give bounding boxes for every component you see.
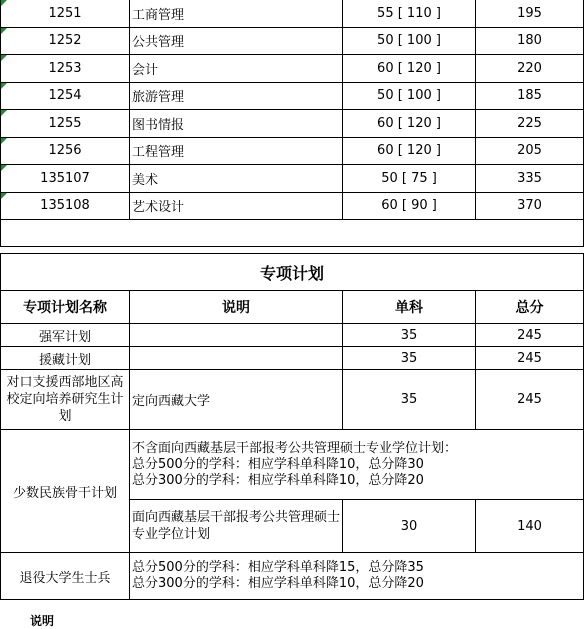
major-code-text: 1254 — [48, 88, 82, 104]
plan-single-score: 30 — [343, 500, 476, 553]
major-code-text: 1255 — [48, 115, 82, 131]
major-total-score: 220 — [476, 55, 584, 83]
plan-name: 援藏计划 — [1, 347, 130, 370]
row-minority-a — [1, 430, 584, 500]
major-single-score: 50 [ 75 ] — [343, 165, 476, 193]
major-total-score: 335 — [476, 165, 584, 193]
header-total-score: 总分 — [476, 291, 584, 324]
plan-single-score: 35 — [343, 370, 476, 430]
major-single-score: 55 [ 110 ] — [343, 0, 476, 27]
major-name: 美术 — [130, 165, 343, 193]
major-total-score: 180 — [476, 27, 584, 55]
header-single-subject: 单科 — [343, 291, 476, 324]
major-name: 会计 — [130, 55, 343, 83]
major-name: 工程管理 — [130, 137, 343, 165]
row-veteran — [1, 553, 584, 600]
major-name: 图书情报 — [130, 110, 343, 138]
major-single-score: 60 [ 120 ] — [343, 110, 476, 138]
header-description: 说明 — [130, 291, 343, 324]
major-code — [1, 137, 130, 165]
major-single-score: 50 [ 100 ] — [343, 82, 476, 110]
major-code — [1, 55, 130, 83]
plan-description: 定向西藏大学 — [130, 370, 343, 430]
major-row — [1, 0, 584, 27]
comment-indicator-icon — [1, 165, 7, 171]
major-name: 工商管理 — [130, 0, 343, 27]
major-row — [1, 165, 584, 193]
plan-single-score: 35 — [343, 324, 476, 347]
plan-name: 退役大学生士兵 — [1, 553, 130, 600]
row-qiangjun — [1, 324, 584, 347]
row-duikou — [1, 370, 584, 430]
comment-indicator-icon — [1, 138, 7, 144]
major-code-text: 135108 — [40, 198, 90, 214]
comment-indicator-icon — [1, 110, 7, 116]
plan-total-score: 245 — [476, 370, 584, 430]
majors-table — [0, 0, 584, 247]
major-total-score: 185 — [476, 82, 584, 110]
plan-total-score: 140 — [476, 500, 584, 553]
plan-name: 少数民族骨干计划 — [1, 430, 130, 553]
major-code-text: 1251 — [48, 5, 82, 21]
major-total-score: 195 — [476, 0, 584, 27]
plan-description: 面向西藏基层干部报考公共管理硕士专业学位计划 — [130, 500, 343, 553]
special-plans-title: 专项计划 — [1, 254, 584, 291]
major-code-text: 135107 — [40, 170, 90, 186]
special-header-row — [1, 291, 584, 324]
major-row — [1, 137, 584, 165]
special-title-row — [1, 254, 584, 291]
major-code — [1, 27, 130, 55]
major-row — [1, 82, 584, 110]
major-single-score: 60 [ 120 ] — [343, 137, 476, 165]
major-single-score: 60 [ 120 ] — [343, 55, 476, 83]
major-code-text: 1256 — [48, 143, 82, 159]
major-row — [1, 27, 584, 55]
plan-description: 总分500分的学科：相应学科单科降15，总分降35 总分300分的学科：相应学科单科降10，总分降20 — [130, 553, 584, 600]
major-code — [1, 192, 130, 220]
major-code-text: 1253 — [48, 60, 82, 76]
major-single-score: 50 [ 100 ] — [343, 27, 476, 55]
plan-total-score: 245 — [476, 347, 584, 370]
major-code-text: 1252 — [48, 33, 82, 49]
major-name: 艺术设计 — [130, 192, 343, 220]
major-name: 公共管理 — [130, 27, 343, 55]
major-name: 旅游管理 — [130, 82, 343, 110]
major-single-score: 60 [ 90 ] — [343, 192, 476, 220]
major-row — [1, 55, 584, 83]
major-code — [1, 165, 130, 193]
plan-total-score: 245 — [476, 324, 584, 347]
plan-single-score: 35 — [343, 347, 476, 370]
major-total-score: 370 — [476, 192, 584, 220]
blank-row — [1, 220, 584, 247]
comment-indicator-icon — [1, 193, 7, 199]
major-row — [1, 192, 584, 220]
special-plans-table — [0, 253, 584, 600]
plan-description — [130, 347, 343, 370]
plan-name: 对口支援西部地区高校定向培养研究生计划 — [1, 370, 130, 430]
comment-indicator-icon — [1, 83, 7, 89]
header-plan-name: 专项计划名称 — [1, 291, 130, 324]
comment-indicator-icon — [1, 55, 7, 61]
major-total-score: 205 — [476, 137, 584, 165]
major-row — [1, 110, 584, 138]
comment-indicator-icon — [1, 0, 7, 6]
notes-heading: 说明 — [30, 614, 55, 628]
plan-description: 不含面向西藏基层干部报考公共管理硕士专业学位计划： 总分500分的学科：相应学科单科降10，总分降30 总分300分的学科：相应学科单科降10，总分降20 — [130, 430, 584, 500]
major-total-score: 225 — [476, 110, 584, 138]
row-yuanzang — [1, 347, 584, 370]
major-code — [1, 0, 130, 27]
major-code — [1, 110, 130, 138]
majors-body — [1, 0, 584, 220]
plan-description — [130, 324, 343, 347]
major-code — [1, 82, 130, 110]
plan-name: 强军计划 — [1, 324, 130, 347]
comment-indicator-icon — [1, 28, 7, 34]
